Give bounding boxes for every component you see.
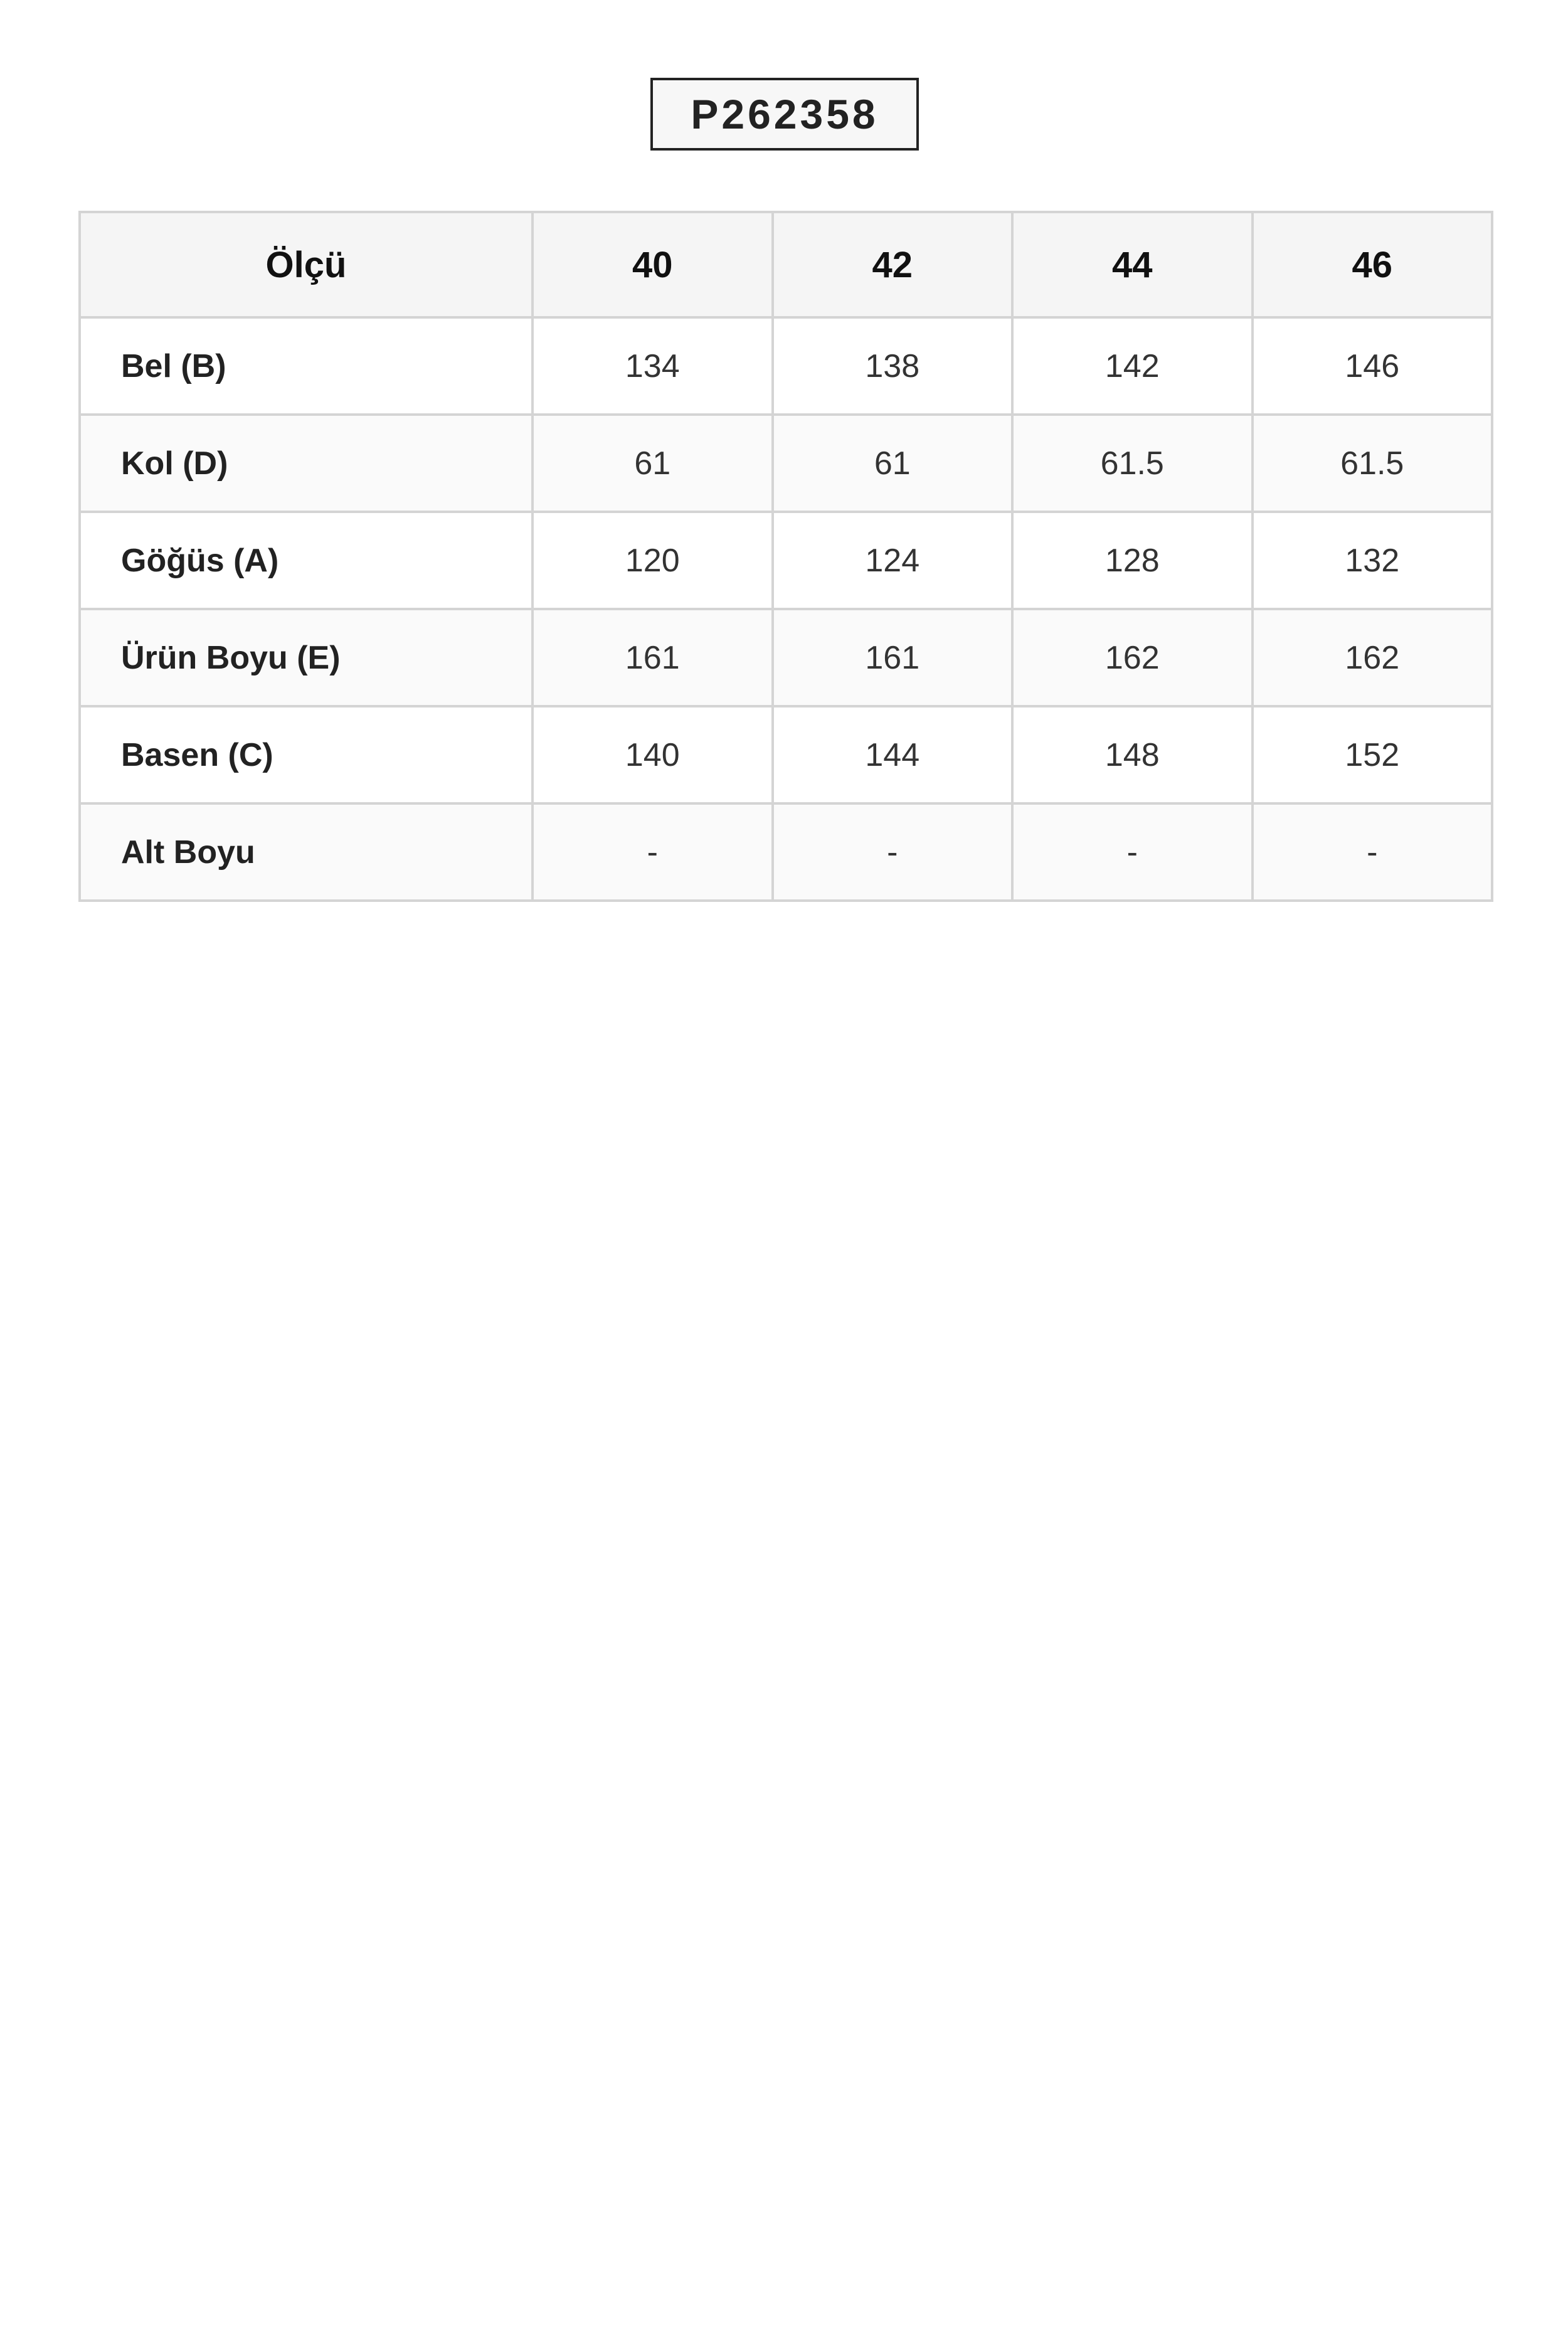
table-row [80,512,1492,609]
table-cell: 134 [532,317,773,415]
table-row [80,706,1492,803]
table-row [80,317,1492,415]
table-cell: - [1253,803,1493,901]
product-code-title: P262358 [650,78,919,151]
size-chart-table [78,211,1493,902]
table-cell: 162 [1253,609,1493,706]
header-size-42: 42 [773,212,1013,317]
table-row [80,803,1492,901]
table-cell: 144 [773,706,1013,803]
table-cell: 132 [1253,512,1493,609]
table-cell: - [1012,803,1253,901]
row-label: Bel (B) [80,317,532,415]
header-measure-label: Ölçü [80,212,532,317]
table-cell: - [773,803,1013,901]
table-cell: 138 [773,317,1013,415]
table-cell: 128 [1012,512,1253,609]
table-cell: 61 [773,415,1013,512]
table-cell: 124 [773,512,1013,609]
table-cell: 148 [1012,706,1253,803]
table-cell: 146 [1253,317,1493,415]
table-cell: 161 [532,609,773,706]
table-cell: 140 [532,706,773,803]
header-size-40: 40 [532,212,773,317]
table-row [80,415,1492,512]
row-label: Basen (C) [80,706,532,803]
table-header-row [80,212,1492,317]
table-cell: - [532,803,773,901]
table-cell: 61.5 [1253,415,1493,512]
header-size-44: 44 [1012,212,1253,317]
table-cell: 120 [532,512,773,609]
row-label: Ürün Boyu (E) [80,609,532,706]
table-cell: 161 [773,609,1013,706]
table-cell: 142 [1012,317,1253,415]
table-cell: 162 [1012,609,1253,706]
row-label: Alt Boyu [80,803,532,901]
table-row [80,609,1492,706]
row-label: Göğüs (A) [80,512,532,609]
table-cell: 61 [532,415,773,512]
header-size-46: 46 [1253,212,1493,317]
row-label: Kol (D) [80,415,532,512]
table-cell: 152 [1253,706,1493,803]
table-cell: 61.5 [1012,415,1253,512]
